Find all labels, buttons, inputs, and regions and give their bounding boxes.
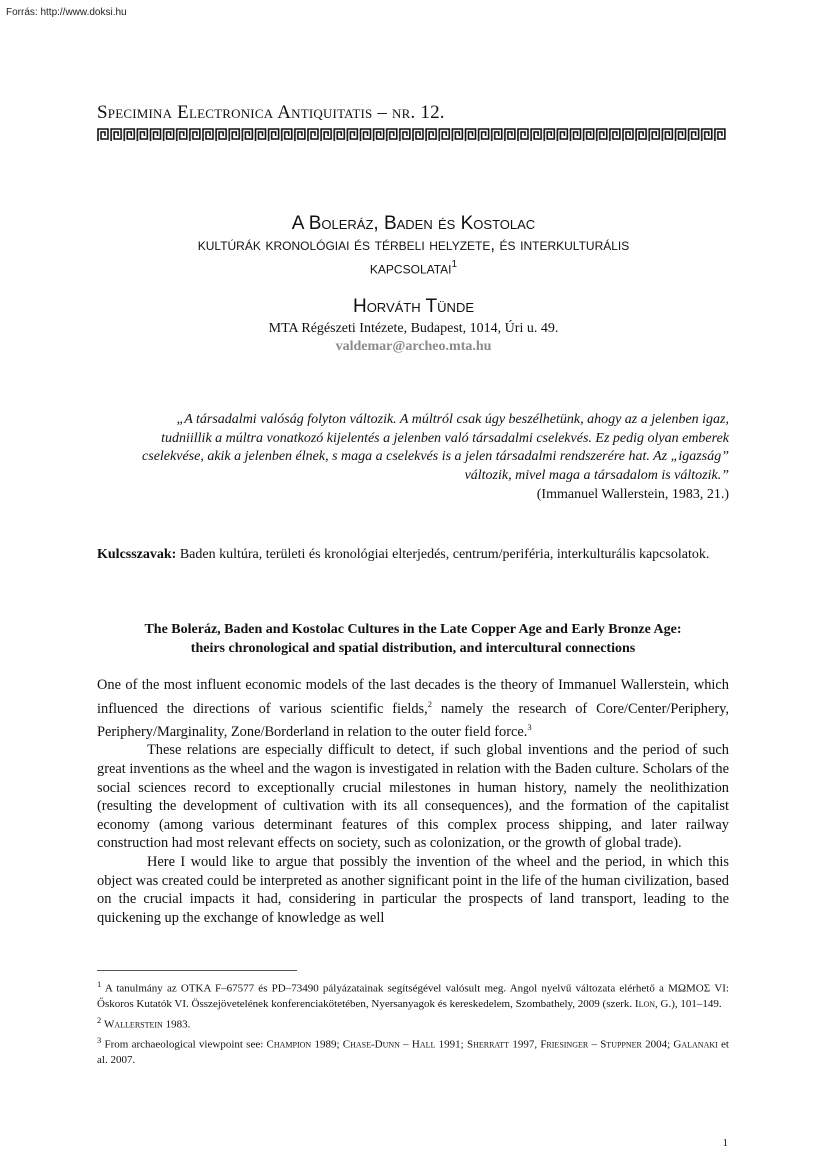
title-line-2: kultúrák kronológiai és térbeli helyzete, és interkulturális bbox=[197, 236, 630, 254]
keywords-label: Kulcsszavak: bbox=[97, 547, 177, 562]
journal-title: Specimina Electronica Antiquitatis – nr. 12. bbox=[97, 102, 445, 123]
quote-line: tudniillik a múltra vonatkozó kijelentés a jelenben való társadalmi cselekvés. Ez pedig olyan emberek bbox=[161, 430, 729, 446]
footnote-3: $^3$ From archaeological viewpoint see: Champion 1989; Chase-Dunn – Hall 1991; Sherratt 1997, Friesinger – Stuppner 2004; Galanaki et al. 2007. bbox=[97, 1034, 729, 1066]
page-number: 1 bbox=[722, 1137, 728, 1149]
english-title bbox=[97, 620, 729, 658]
quote-source: (Immanuel Wallerstein, 1983, 21.) bbox=[536, 487, 729, 502]
author-email[interactable]: valdemar@archeo.mta.hu bbox=[335, 339, 492, 354]
footnote-ref[interactable]: 3 bbox=[527, 721, 532, 732]
paragraph: Here I would like to argue that possibly the invention of the wheel and the period, in which this object was created could be interpreted as another significant point in the life of the human civilization, based on the crucial impacts it had, considering in particular the prospects of land transport, leading to the quickening up the exchange of knowledge as well bbox=[97, 853, 729, 926]
epigraph-quote bbox=[97, 411, 729, 486]
footnote-divider bbox=[97, 970, 297, 971]
english-title-line-2: theirs chronological and spatial distribution, and intercultural connections bbox=[190, 641, 636, 656]
footnote-ref[interactable]: 2 bbox=[427, 698, 433, 709]
title-line-1: A Boleráz, Baden és Kostolac bbox=[291, 213, 536, 234]
english-title-line-1: The Boleráz, Baden and Kostolac Cultures in the Late Copper Age and Early Bronze Age: bbox=[144, 622, 682, 637]
footnote-2: $^2$ Wallerstein 1983. bbox=[97, 1014, 191, 1031]
author-name: Horváth Tünde bbox=[352, 296, 475, 317]
author-institution: MTA Régészeti Intézete, Budapest, 1014, Úri u. 49. bbox=[268, 321, 559, 336]
paragraph: One of the most influent economic models of the last decades is the theory of Immanuel Wallerstein, which influenced the directions of various scientific fields,$^2$ namely the research of Core/Center/Periphery, Periphery/Marginality, Zone/Borderland in relation to the outer field force.$^3$ bbox=[97, 677, 730, 740]
article-title bbox=[97, 213, 730, 279]
title-footnote-ref[interactable]: 1 bbox=[451, 259, 458, 270]
greek-key-ornament bbox=[97, 128, 727, 142]
footnote-1: $^1$ A tanulmány az OTKA F–67577 és PD–73490 pályázatainak segítségével valósult meg. Angol nyelvű változata elérhető a ΜΩΜΟΣ VI: Őskoros Kutatók VI. Összejövetelének konferenciakötetében, Nyersanyagok és kereskedelem, Szombathely, 2009 (szerk. Ilon, G.), 101–149. bbox=[97, 979, 729, 1011]
keywords bbox=[97, 545, 729, 564]
quote-line: változik, mivel maga a társadalom is változik.” bbox=[464, 468, 729, 484]
quote-line: „A társadalmi valóság folyton változik. A múltról csak úgy beszélhetünk, ahogy az a jelenben igaz, bbox=[176, 412, 729, 427]
title-line-3: kapcsolatai$^1$ bbox=[369, 259, 458, 278]
body-text bbox=[97, 676, 729, 927]
footnotes bbox=[97, 977, 729, 1068]
keywords-text: Baden kultúra, területi és kronológiai elterjedés, centrum/periféria, interkulturális kapcsolatok. bbox=[176, 547, 710, 562]
paragraph: These relations are especially difficult to detect, if such global inventions and the period of such great inventions as the wheel and the wagon is investigated in relation with the Baden culture. Scholars of the social sciences record to exceptionally crucial milestones in human history, namely the neolithization (resulting the development of cultivation with its all consequences), and the formation of the capitalist economy (among various determinant features of this complex process shipping, and later railway construction had most relevant effects on society, such as colonization, or the growth of global trade). bbox=[97, 742, 729, 852]
source-url: Forrás: http://www.doksi.hu bbox=[6, 7, 127, 18]
quote-line: cselekvése, akik a jelenben élnek, s maga a cselekvés is a jelen társadalmi rendszerére hat. Az „igazság” bbox=[142, 449, 729, 465]
